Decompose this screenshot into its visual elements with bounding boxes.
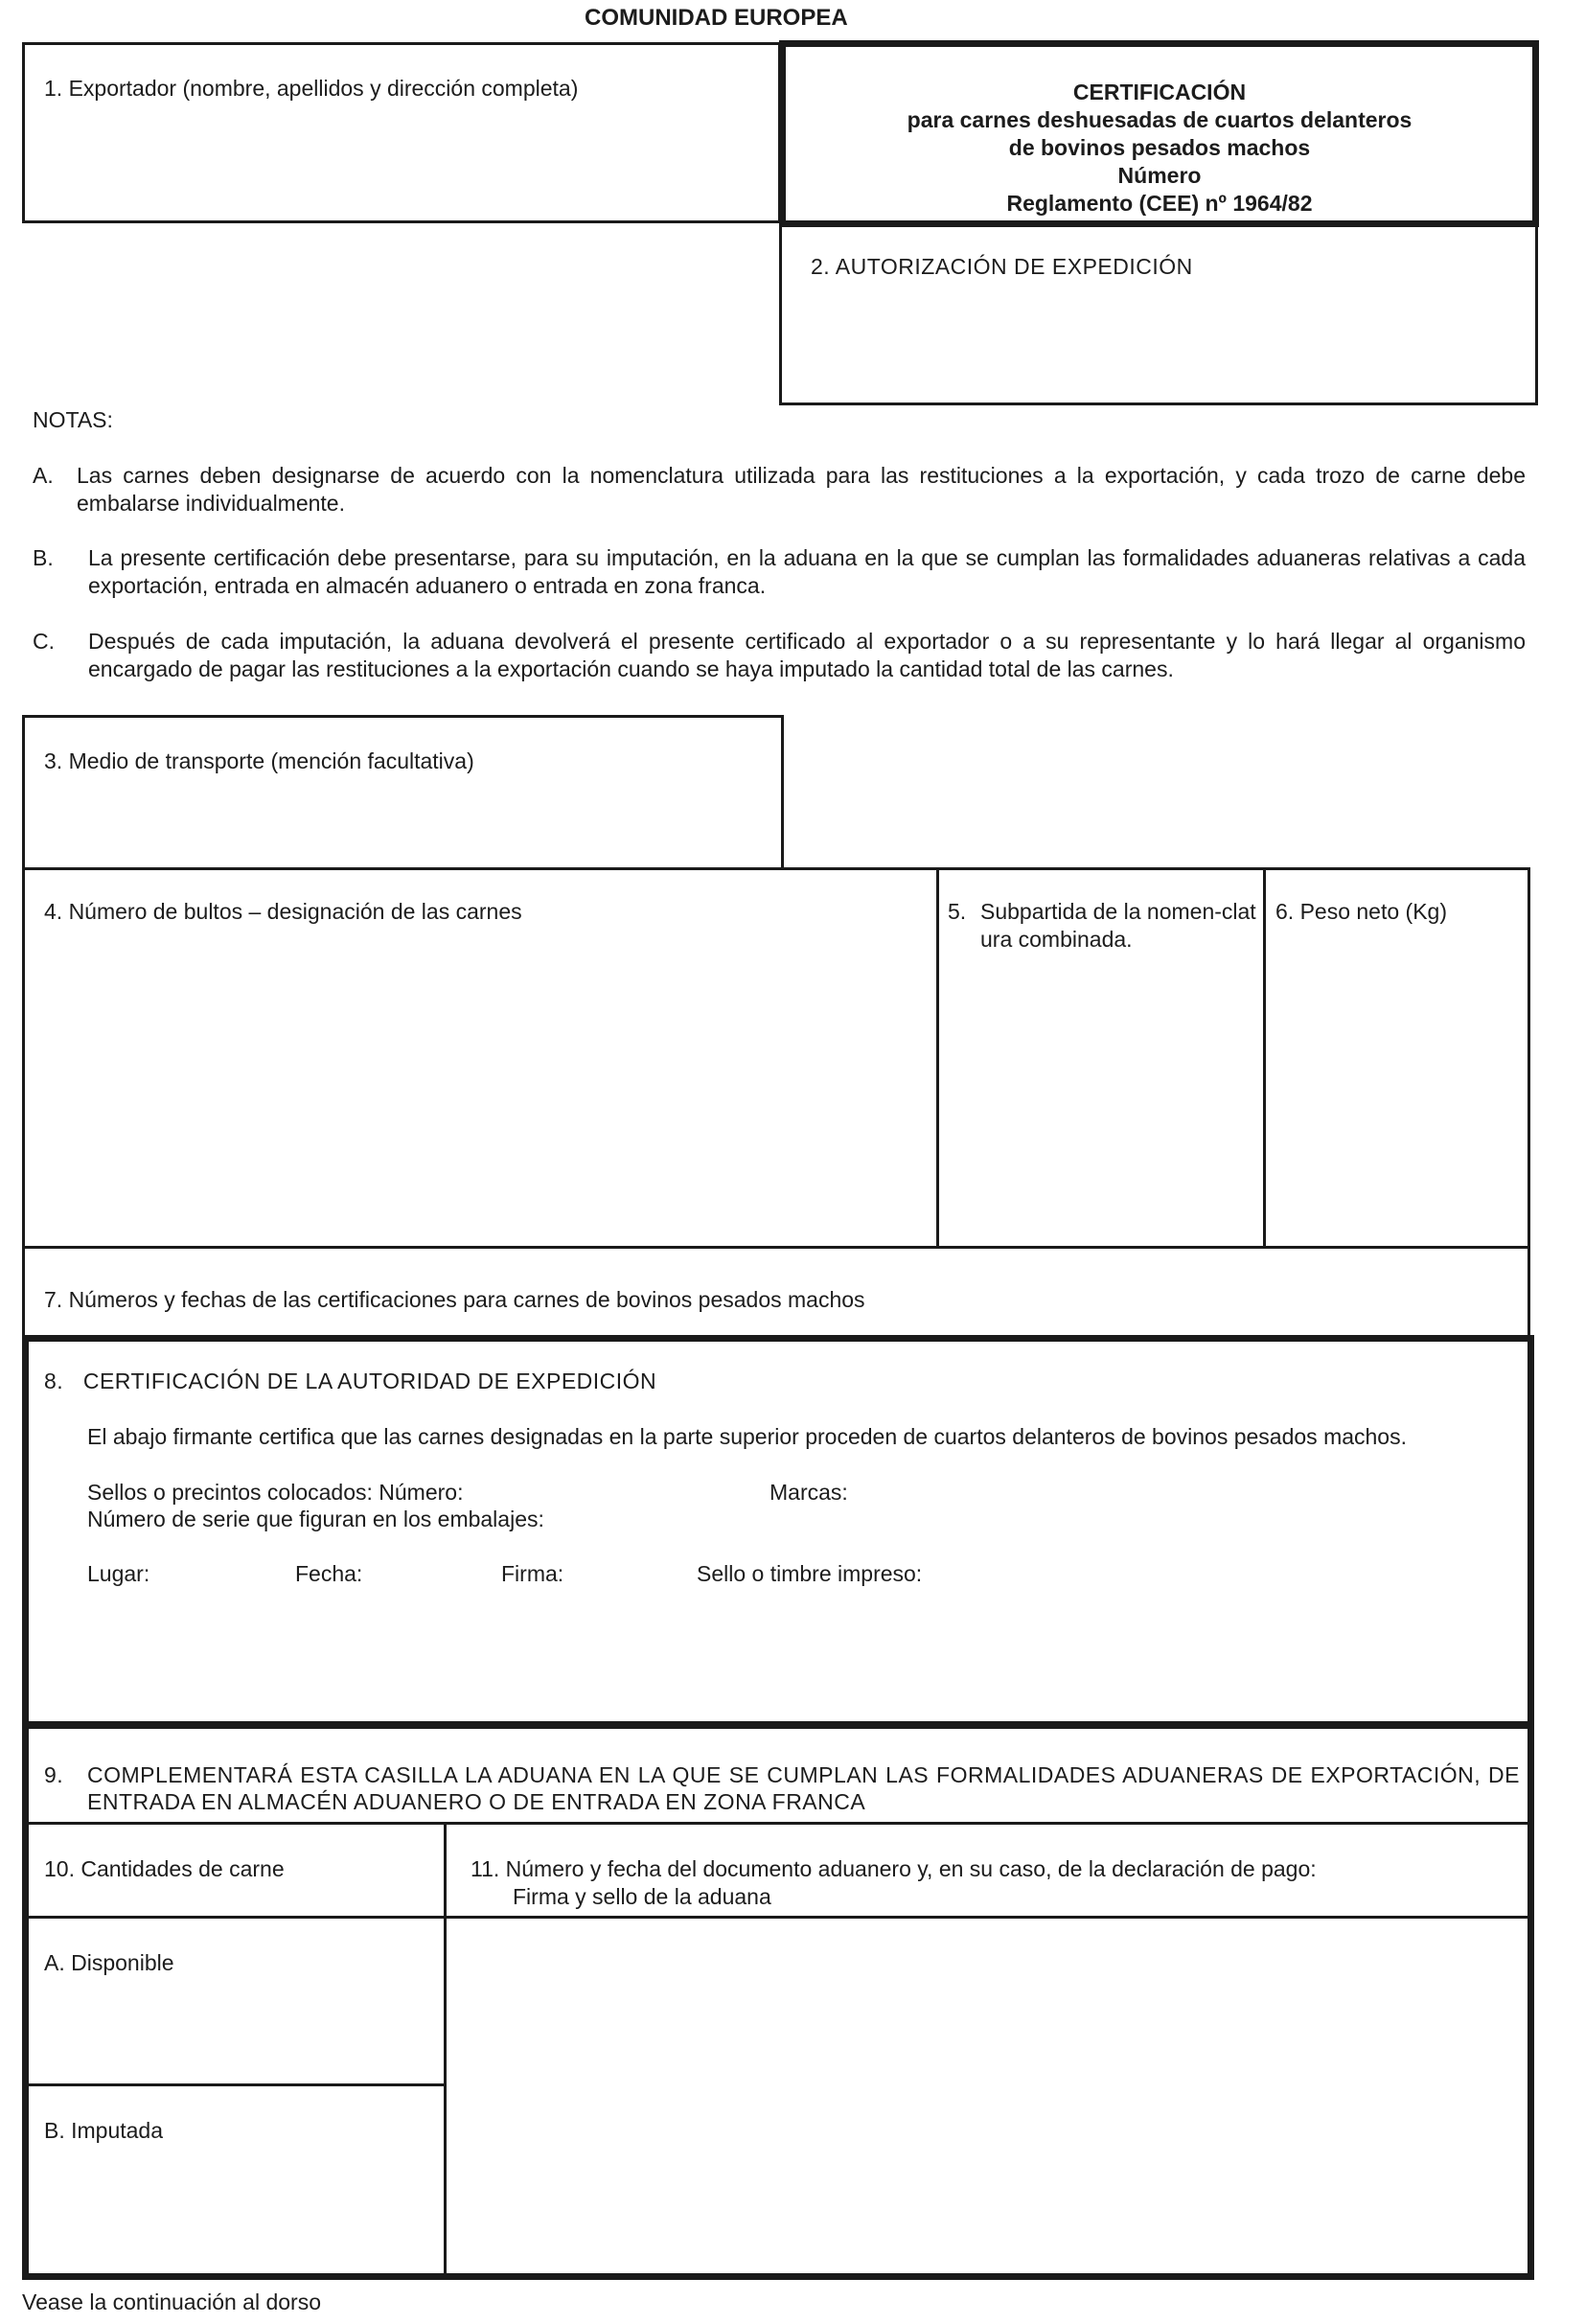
note-c bbox=[33, 628, 1526, 683]
customs-number: 9. bbox=[44, 1762, 64, 1787]
note-b bbox=[33, 544, 1526, 600]
authorization-label: 2. AUTORIZACIÓN DE EXPEDICIÓN bbox=[811, 254, 1193, 279]
certification-header bbox=[786, 79, 1533, 218]
certification-regulation: Reglamento (CEE) nº 1964/82 bbox=[1006, 191, 1313, 216]
certification-subtitle-2: de bovinos pesados machos bbox=[1008, 135, 1311, 160]
authorization-box bbox=[779, 223, 1538, 405]
certification-number-label: Número bbox=[1117, 163, 1202, 188]
available-box bbox=[29, 1916, 447, 2086]
note-b-text: La presente certificación debe presentarse, para su imputación, en la aduana en la que se cumplan las formalidades aduaneras relativas a cada exportación, entrada en almacén aduanero o entrada en zona franca. bbox=[88, 545, 1526, 598]
seals-label: Sellos o precintos colocados: Número: bbox=[87, 1480, 464, 1505]
quantities-label: 10. Cantidades de carne bbox=[44, 1856, 285, 1881]
note-a-letter: A. bbox=[33, 463, 54, 488]
signature-label: Firma: bbox=[501, 1561, 564, 1586]
net-weight-label: 6. Peso neto (Kg) bbox=[1275, 899, 1447, 924]
marks-label: Marcas: bbox=[770, 1480, 848, 1505]
page-header-title: COMUNIDAD EUROPEA bbox=[585, 5, 848, 31]
issuing-authority-title: 8. CERTIFICACIÓN DE LA AUTORIDAD DE EXPEDICIÓN bbox=[44, 1369, 657, 1393]
packages-label: 4. Número de bultos – designación de las carnes bbox=[44, 899, 522, 924]
subheading-text: Subpartida de la nomen-clatura combinada. bbox=[980, 899, 1256, 952]
exporter-box bbox=[22, 42, 781, 223]
subheading-label bbox=[948, 898, 1259, 954]
certification-subtitle-1: para carnes deshuesadas de cuartos delanteros bbox=[907, 107, 1413, 132]
customs-signature-label: Firma y sello de la aduana bbox=[513, 1884, 771, 1909]
subheading-number: 5. bbox=[948, 899, 967, 924]
note-a-text: Las carnes deben designarse de acuerdo con la nomenclatura utilizada para las restituciones a la exportación, y cada trozo de carne debe embalarse individualmente. bbox=[77, 463, 1526, 516]
footer-note: Vease la continuación al dorso bbox=[22, 2289, 321, 2314]
customs-text bbox=[44, 1761, 1520, 1815]
allocated-label: B. Imputada bbox=[44, 2118, 164, 2143]
certification-title: CERTIFICACIÓN bbox=[1072, 80, 1247, 104]
issuing-authority-statement: El abajo firmante certifica que las carnes designadas en la parte superior proceden de cuartos delanteros de bovinos pesados machos. bbox=[87, 1424, 1407, 1449]
certificates-label: 7. Números y fechas de las certificaciones para carnes de bovinos pesados machos bbox=[44, 1287, 865, 1312]
stamp-label: Sello o timbre impreso: bbox=[697, 1561, 923, 1586]
transport-box bbox=[22, 715, 784, 870]
note-c-letter: C. bbox=[33, 629, 55, 654]
note-b-letter: B. bbox=[33, 545, 54, 570]
transport-label: 3. Medio de transporte (mención facultativa) bbox=[44, 748, 474, 773]
exporter-label: 1. Exportador (nombre, apellidos y dirección completa) bbox=[44, 76, 579, 101]
date-label: Fecha: bbox=[295, 1561, 363, 1586]
serial-label: Número de serie que figuran en los embalajes: bbox=[87, 1507, 544, 1531]
place-label: Lugar: bbox=[87, 1561, 150, 1586]
customs-description: COMPLEMENTARÁ ESTA CASILLA LA ADUANA EN LA QUE SE CUMPLAN LAS FORMALIDADES ADUANERAS DE EXPORTACIÓN, DE ENTRADA EN ALMACÉN ADUANERO O DE ENTRADA EN ZONA FRANCA bbox=[87, 1762, 1520, 1814]
note-a bbox=[33, 462, 1526, 518]
allocated-box bbox=[29, 2083, 447, 2273]
available-label: A. Disponible bbox=[44, 1950, 174, 1975]
note-c-text: Después de cada imputación, la aduana devolverá el presente certificado al exportador o a su representante y lo hará llegar al organismo encargado de pagar las restituciones a la exportación cuando se haya imputado la cantidad total de las carnes. bbox=[88, 629, 1526, 681]
notes-title: NOTAS: bbox=[33, 407, 113, 432]
customs-document-label: 11. Número y fecha del documento aduanero y, en su caso, de la declaración de pago: bbox=[471, 1856, 1317, 1881]
